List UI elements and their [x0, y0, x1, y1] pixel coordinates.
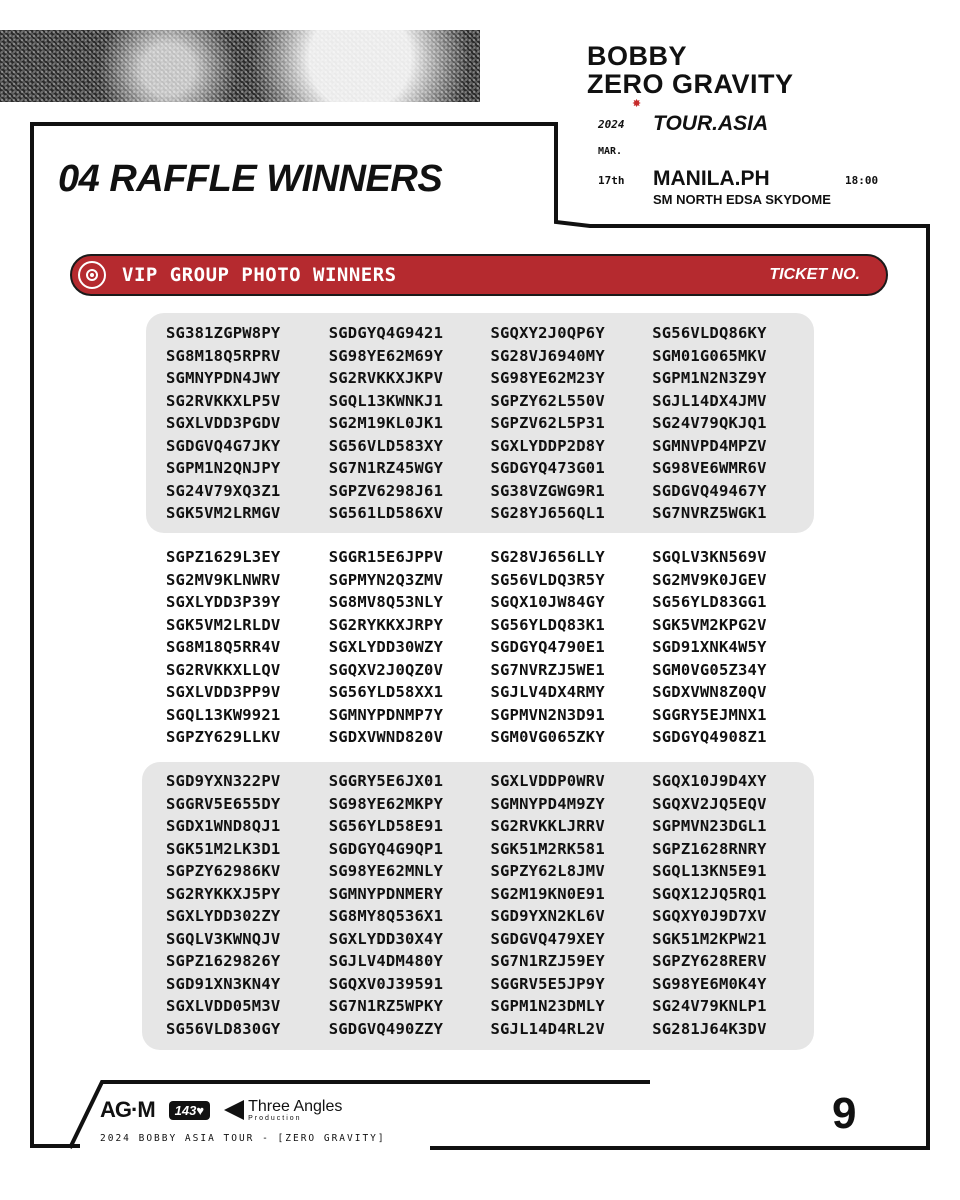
ticket-group-1: [146, 313, 814, 533]
ticket-number: SGQXV2JQ5EQV: [652, 794, 767, 813]
ticket-no-label: TICKET NO.: [769, 266, 860, 283]
ticket-number: SG98YE62M69Y: [328, 346, 444, 365]
ticket-number: SGQX12JQ5RQ1: [652, 884, 767, 903]
ticket-number: SG56YLD83GG1: [652, 593, 767, 611]
ticket-column: [329, 770, 491, 1040]
ticket-number: SGXLYDDP2D8Y: [490, 436, 605, 455]
sponsor-logos: [100, 1096, 342, 1124]
ticket-number: SGXLYDD302ZY: [166, 907, 281, 925]
banner-label: VIP GROUP PHOTO WINNERS: [122, 264, 397, 286]
ticket-number: SGMNYPDNMERY: [328, 884, 444, 903]
artist-name: [587, 42, 794, 98]
ticket-number: SG7NVRZ5WGK1: [652, 504, 767, 522]
ticket-number: SG381ZGPW8PY: [166, 324, 281, 342]
ticket-number: SGJLV4DM480Y: [328, 952, 444, 970]
ticket-number: SG8M18Q5RPRV: [166, 346, 281, 365]
ticket-number: SG56VLDQ86KY: [652, 324, 767, 342]
ticket-group-2: [146, 538, 814, 758]
ticket-column: [146, 770, 329, 1040]
ticket-number: SGD91XN3KN4Y: [166, 974, 281, 993]
ticket-column: [490, 322, 652, 525]
agm-logo: AG·M: [100, 1097, 155, 1122]
ticket-number: SGJL14D4RL2V: [490, 1019, 605, 1038]
ticket-number: SGXLVDDP0WRV: [490, 772, 605, 790]
artist-line-2: ZERO GRAVITY: [587, 69, 794, 99]
ticket-number: SGQXY2J0QP6Y: [490, 324, 605, 342]
ticket-number: SGQLV3KWNQJV: [166, 929, 281, 948]
ticket-number: SGPZ1628RNRY: [652, 839, 767, 858]
ticket-number: SG56YLD58E91: [328, 817, 444, 835]
ticket-number: SGPMYN2Q3ZMV: [328, 570, 444, 589]
ticket-number: SGK5VM2LRMGV: [166, 504, 281, 522]
ticket-number: SG2MV9K0JGEV: [652, 570, 767, 589]
ticket-number: SG2M19KN0E91: [490, 884, 605, 903]
ticket-number: SG2RVKKLJRRV: [490, 817, 605, 835]
ticket-number: SG8MV8Q53NLY: [328, 593, 444, 611]
ticket-number: SGPZY62986KV: [166, 862, 281, 880]
ticket-group-3: [142, 762, 814, 1050]
event-month: MAR.: [598, 146, 623, 157]
ticket-number: SG56VLD583XY: [328, 436, 444, 455]
ticket-number: SGD9YXN2KL6V: [490, 907, 605, 925]
ticket-number: SGDGVQ49467Y: [652, 481, 767, 500]
ticket-number: SGPMVN23DGL1: [652, 817, 767, 835]
ticket-number: SG24V79XQ3Z1: [166, 481, 281, 500]
target-icon: [78, 261, 106, 289]
ticket-number: SGPZV62L5P31: [490, 414, 605, 432]
ticket-number: SGMNVPD4MPZV: [652, 436, 767, 455]
three-angles-subtext: Production: [248, 1114, 302, 1122]
ticket-number: SGPZY62L550V: [490, 391, 605, 410]
ticket-column: [652, 322, 814, 525]
ticket-number: SGPZY628RERV: [652, 952, 767, 970]
ticket-number: SGQXV2J0QZ0V: [328, 660, 444, 679]
ticket-number: SG98YE62MKPY: [328, 794, 444, 813]
ticket-number: SGGRY5E6JX01: [328, 772, 444, 790]
ticket-number: SG24V79QKJQ1: [652, 414, 767, 432]
ticket-number: SGDGVQ4G7JKY: [166, 436, 281, 455]
ticket-number: SGQL13KWNKJ1: [328, 391, 444, 410]
ticket-number: SGD9YXN322PV: [166, 772, 281, 790]
ticket-number: SGD91XNK4W5Y: [652, 638, 767, 656]
event-time: 18:00: [845, 174, 879, 187]
ticket-number: SG28VJ656LLY: [490, 548, 605, 566]
ticket-number: SGM0VG05Z34Y: [652, 660, 767, 679]
ticket-number: SG7N1RZ5WPKY: [328, 997, 444, 1015]
ticket-number: SGQL13KN5E91: [652, 862, 767, 880]
ticket-number: SG8M18Q5RR4V: [166, 638, 281, 656]
ticket-number: SGDXVWN8Z0QV: [652, 683, 767, 701]
ticket-column: [652, 770, 814, 1040]
ticket-number: SG7N1RZ45WGY: [328, 459, 444, 477]
ticket-number: SGXLYDD3P39Y: [166, 593, 281, 611]
ticket-number: SGDXVWND820V: [328, 728, 444, 746]
ticket-column: [146, 546, 329, 749]
ticket-number: SGK5VM2KPG2V: [652, 615, 767, 634]
143-logo: 143♥: [169, 1101, 210, 1120]
ticket-number: SGPZV6298J61: [328, 481, 444, 500]
ticket-number: SGPZY629LLKV: [166, 728, 281, 746]
ticket-column: [652, 546, 814, 749]
ticket-number: SGXLVDD3PGDV: [166, 414, 281, 432]
ticket-number: SG56YLD58XX1: [328, 683, 444, 701]
star-icon: ✸: [632, 98, 642, 110]
ticket-column: [329, 322, 491, 525]
ticket-number: SGPM1N23DMLY: [490, 997, 605, 1015]
ticket-number: SG281J64K3DV: [652, 1019, 767, 1038]
ticket-column: [146, 322, 329, 525]
ticket-number: SGJLV4DX4RMY: [490, 683, 605, 701]
ticket-number: SGM01G065MKV: [652, 346, 767, 365]
ticket-number: SGQXY0J9D7XV: [652, 907, 767, 925]
ticket-number: SGPMVN2N3D91: [490, 705, 605, 724]
ticket-number: SGQXV0J39591: [328, 974, 444, 993]
ticket-number: SG2MV9KLNWRV: [166, 570, 281, 589]
ticket-column: [329, 546, 491, 749]
ticket-number: SG56YLDQ83K1: [490, 615, 605, 634]
ticket-number: SG7NVRZJ5WE1: [490, 660, 605, 679]
ticket-number: SGDX1WND8QJ1: [166, 817, 281, 835]
ticket-number: SGGR15E6JPPV: [328, 548, 444, 566]
ticket-column: [490, 770, 652, 1040]
ticket-number: SGQX10JW84GY: [490, 593, 605, 611]
ticket-number: SGM0VG065ZKY: [490, 728, 605, 746]
event-year: 2024: [598, 118, 625, 131]
page-title: 04 RAFFLE WINNERS: [58, 158, 443, 200]
nine-logo: 9: [832, 1089, 857, 1138]
ticket-number: SGMNYPDNMP7Y: [328, 705, 444, 724]
ticket-number: SGQX10J9D4XY: [652, 772, 767, 790]
ticket-number: SGPZ1629826Y: [166, 952, 281, 970]
tour-name: TOUR.ASIA: [653, 112, 769, 135]
143-logo-text: 143: [174, 1102, 197, 1118]
ticket-number: SG7N1RZJ59EY: [490, 952, 605, 970]
ticket-number: SGMNYPD4M9ZY: [490, 794, 605, 813]
ticket-number: SGPM1N2N3Z9Y: [652, 369, 767, 387]
ticket-number: SGK51M2LK3D1: [166, 839, 281, 858]
event-venue: SM NORTH EDSA SKYDOME: [653, 192, 831, 207]
ticket-number: SGXLVDD3PP9V: [166, 683, 281, 701]
ticket-number: SG2RVKKXJKPV: [328, 369, 444, 387]
ticket-number: SGDGVQ490ZZY: [328, 1019, 444, 1038]
ticket-number: SGDGYQ4G9QP1: [328, 839, 444, 858]
ticket-number: SG2RYKKXJRPY: [328, 615, 444, 634]
ticket-number: SGDGYQ4790E1: [490, 638, 605, 656]
ticket-number: SGDGYQ4908Z1: [652, 728, 767, 746]
ticket-number: SGPZ1629L3EY: [166, 548, 281, 566]
ticket-number: SGGRV5E5JP9Y: [490, 974, 605, 993]
ticket-number: SGK5VM2LRLDV: [166, 615, 281, 634]
ticket-number: SGK51M2RK581: [490, 839, 605, 858]
event-day: 17th: [598, 174, 625, 187]
ticket-number: SGXLYDD30WZY: [328, 638, 444, 656]
three-angles-logo: [224, 1099, 342, 1122]
ticket-number: SG98VE6WMR6V: [652, 459, 767, 477]
artist-line-1: BOBBY: [587, 41, 688, 71]
triangle-icon: [224, 1100, 244, 1120]
ticket-number: SG8MY8Q536X1: [328, 907, 444, 925]
ticket-number: SG2M19KL0JK1: [328, 414, 444, 432]
ticket-number: SG38VZGWG9R1: [490, 481, 605, 500]
winners-banner: [70, 254, 888, 296]
ticket-number: SGDGVQ479XEY: [490, 929, 605, 948]
ticket-number: SG561LD586XV: [328, 504, 444, 522]
ticket-number: SG28YJ656QL1: [490, 504, 605, 522]
ticket-number: SG98YE6M0K4Y: [652, 974, 767, 993]
ticket-number: SGQLV3KN569V: [652, 548, 767, 566]
ticket-number: SGQL13KW9921: [166, 705, 281, 724]
ticket-number: SGMNYPDN4JWY: [166, 369, 281, 387]
ticket-number: SGPZY62L8JMV: [490, 862, 605, 880]
ticket-number: SG98YE62M23Y: [490, 369, 605, 387]
ticket-column: [490, 546, 652, 749]
ticket-number: SGDGYQ473G01: [490, 459, 605, 477]
ticket-number: SG24V79KNLP1: [652, 997, 767, 1015]
three-angles-text: Three Angles: [248, 1097, 343, 1115]
ticket-number: SG28VJ6940MY: [490, 346, 605, 365]
ticket-number: SGXLYDD30X4Y: [328, 929, 444, 948]
event-city: MANILA.PH: [653, 167, 770, 190]
ticket-number: SGGRV5E655DY: [166, 794, 281, 813]
ticket-number: SGDGYQ4G9421: [328, 324, 444, 342]
footer-caption: 2024 BOBBY ASIA TOUR - [ZERO GRAVITY]: [100, 1133, 386, 1144]
ticket-number: SG56VLD830GY: [166, 1019, 281, 1038]
ticket-number: SGGRY5EJMNX1: [652, 705, 767, 724]
ticket-number: SG2RYKKXJ5PY: [166, 884, 281, 903]
ticket-number: SGJL14DX4JMV: [652, 391, 767, 410]
ticket-number: SG2RVKKXLLQV: [166, 660, 281, 679]
ticket-number: SG98YE62MNLY: [328, 862, 444, 880]
ticket-number: SG2RVKKXLP5V: [166, 391, 281, 410]
ticket-number: SG56VLDQ3R5Y: [490, 570, 605, 589]
ticket-number: SGPM1N2QNJPY: [166, 459, 281, 477]
hero-photo: [0, 30, 480, 102]
ticket-number: SGK51M2KPW21: [652, 929, 767, 948]
ticket-number: SGXLVDD05M3V: [166, 997, 281, 1015]
